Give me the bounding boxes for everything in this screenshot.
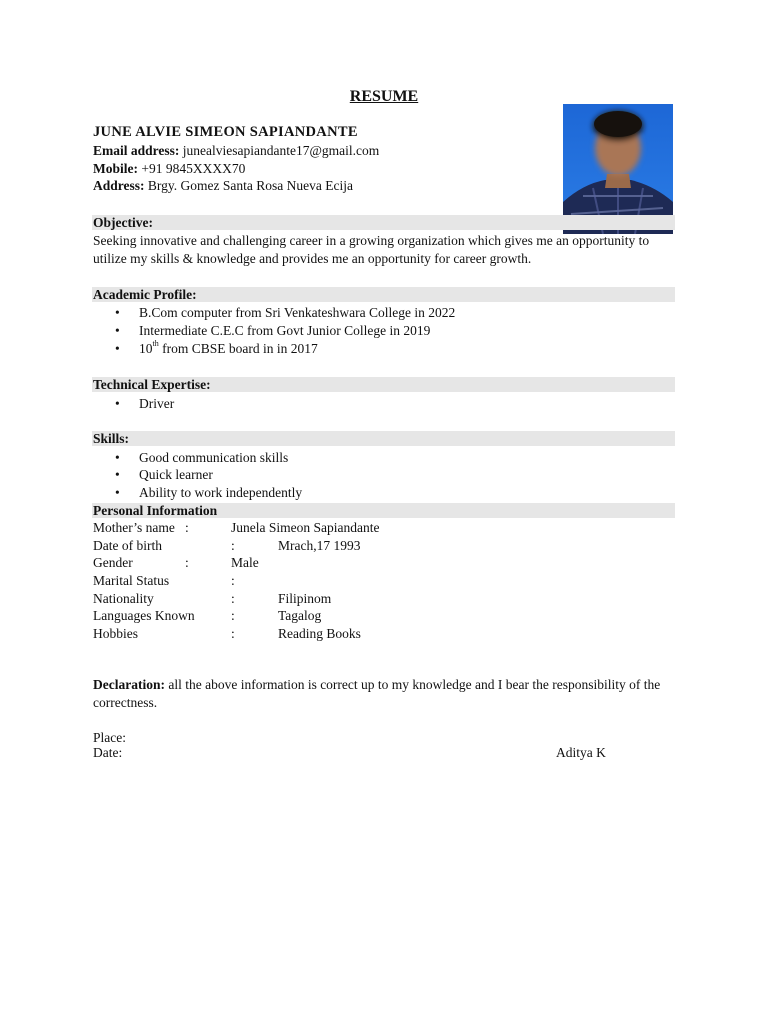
bullet-icon: • <box>115 467 120 482</box>
mobile-label: Mobile: <box>93 161 138 176</box>
declaration-label: Declaration: <box>93 677 165 692</box>
objective-heading: Objective: <box>93 215 153 230</box>
date-label: Date: <box>93 745 123 760</box>
document-title: RESUME <box>349 88 419 105</box>
bullet-icon: • <box>115 396 120 411</box>
skill-item: Quick learner <box>139 467 213 482</box>
personal-value: Filipinom <box>278 591 332 606</box>
technical-heading: Technical Expertise: <box>93 377 211 392</box>
personal-colon: : <box>231 591 235 606</box>
mobile-value: +91 9845XXXX70 <box>141 161 246 176</box>
personal-label: Gender <box>93 555 133 570</box>
personal-colon: : <box>231 626 235 641</box>
personal-colon: : <box>231 573 235 588</box>
personal-value: Junela Simeon Sapiandante <box>231 520 380 535</box>
personal-label: Mother’s name <box>93 520 175 535</box>
objective-heading-band <box>92 215 675 230</box>
bullet-icon: • <box>115 305 120 320</box>
personal-colon: : <box>185 520 189 535</box>
candidate-name: JUNE ALVIE SIMEON SAPIANDANTE <box>93 124 358 140</box>
academic-item: 10th from CBSE board in in 2017 <box>139 339 318 356</box>
bullet-icon: • <box>115 341 120 356</box>
declaration-text: all the above information is correct up to my knowledge and I bear the responsibility of the correctness. <box>93 677 661 710</box>
personal-colon: : <box>231 538 235 553</box>
bullet-icon: • <box>115 323 120 338</box>
personal-colon: : <box>185 555 189 570</box>
address-value: Brgy. Gomez Santa Rosa Nueva Ecija <box>147 178 353 193</box>
objective-text: Seeking innovative and challenging career in a growing organization which gives me an opportunity to utilize my skills & knowledge and provides me an opportunity for career growth. <box>93 233 650 266</box>
personal-heading: Personal Information <box>93 503 218 518</box>
personal-colon: : <box>231 608 235 623</box>
signature-name: Aditya K <box>556 745 606 760</box>
bullet-icon: • <box>115 450 120 465</box>
personal-label: Date of birth <box>93 538 162 553</box>
email-label: Email address: <box>93 143 180 158</box>
mobile-line <box>93 160 245 177</box>
address-line <box>93 177 353 194</box>
skill-item: Ability to work independently <box>139 485 303 500</box>
technical-item: Driver <box>139 396 175 411</box>
place-label: Place: <box>93 730 126 745</box>
personal-value: Mrach,17 1993 <box>278 538 361 553</box>
email-line <box>93 142 379 159</box>
academic-heading: Academic Profile: <box>93 287 197 302</box>
personal-value: Male <box>231 555 259 570</box>
declaration <box>93 676 673 712</box>
skills-heading-band <box>92 431 675 446</box>
address-label: Address: <box>93 178 145 193</box>
personal-value: Reading Books <box>278 626 361 641</box>
academic-item: B.Com computer from Sri Venkateshwara College in 2022 <box>139 305 456 320</box>
email-value: junealviesapiandante17@gmail.com <box>182 143 380 158</box>
bullet-icon: • <box>115 485 120 500</box>
skills-heading: Skills: <box>93 431 130 446</box>
personal-label: Languages Known <box>93 608 195 623</box>
personal-label: Hobbies <box>93 626 138 641</box>
personal-label: Marital Status <box>93 573 170 588</box>
personal-label: Nationality <box>93 591 154 606</box>
personal-value: Tagalog <box>278 608 322 623</box>
academic-item: Intermediate C.E.C from Govt Junior College in 2019 <box>139 323 431 338</box>
skill-item: Good communication skills <box>139 450 289 465</box>
